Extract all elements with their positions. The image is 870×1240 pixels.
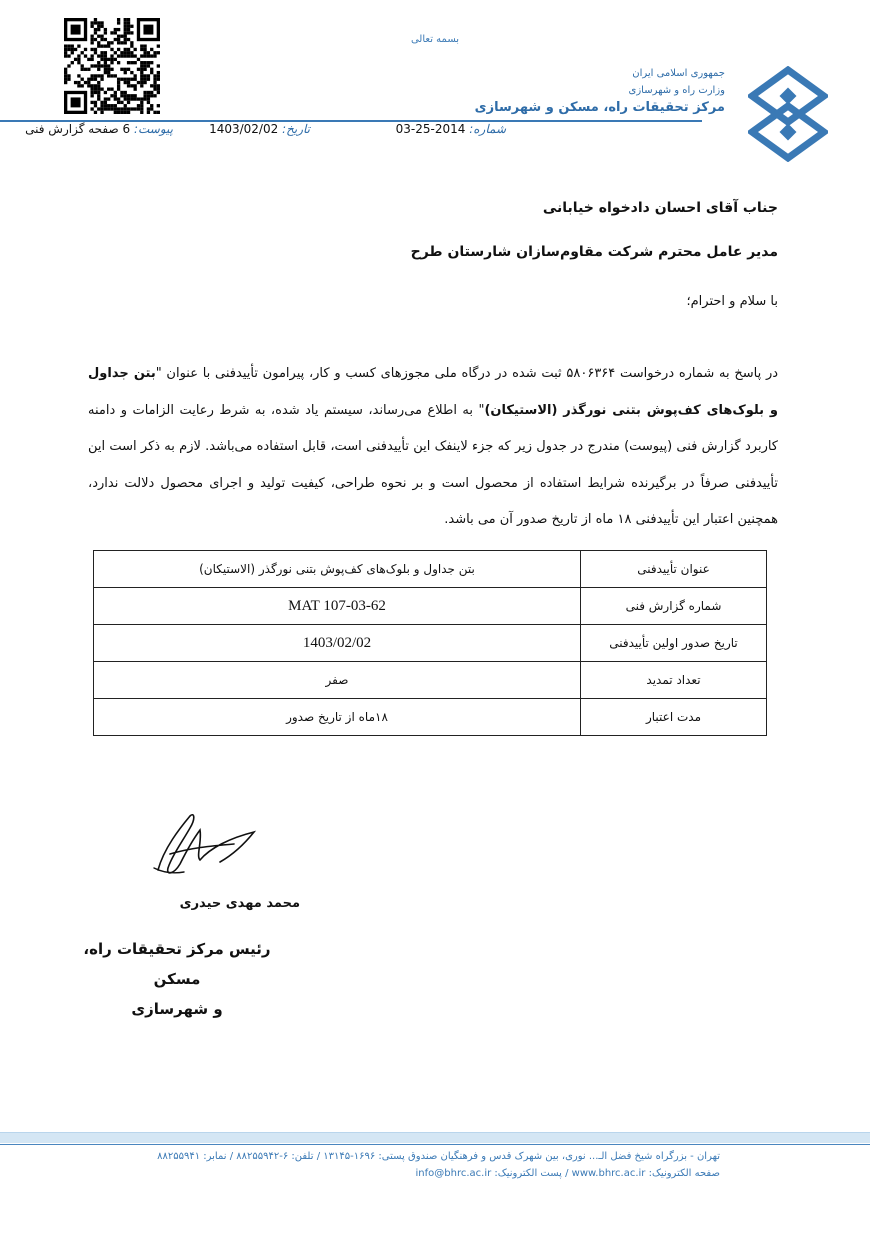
addressee: جناب آقای احسان دادخواه خیابانی bbox=[542, 200, 778, 216]
letter-date bbox=[209, 122, 310, 136]
email-link[interactable]: info@bhrc.ac.ir bbox=[415, 1168, 492, 1179]
row-label: مدت اعتبار bbox=[581, 699, 767, 736]
table-row bbox=[94, 625, 767, 662]
body-text-end: " به اطلاع می‌رساند، سیستم یاد شده، به شرط رعایت الزامات و دامنه کاربرد گزارش فنی (پیوست) مندرج در جدول زیر که جزء لاینفک این تأییدفنی است، قابل استفاده می‌باشد. لازم به ذکر است این تأییدفنی صرفاً در برگیرنده شرایط استفاده از محصول است و بر نحوه طراحی، کیفیت تولید و اجرای محصول دلالت ندارد، همچنین اعتبار این تأییدفنی ۱۸ ماه از تاریخ صدور آن می باشد. bbox=[88, 402, 778, 527]
footer-band bbox=[0, 1132, 870, 1143]
web-label: صفحه الکترونیک: bbox=[648, 1168, 720, 1179]
row-label: عنوان تأییدفنی bbox=[581, 551, 767, 588]
date-label: تاریخ: bbox=[282, 122, 310, 136]
handwritten-signature bbox=[150, 808, 270, 884]
date-value: 1403/02/02 bbox=[209, 122, 279, 136]
certificate-table bbox=[93, 550, 767, 736]
row-label: شماره گزارش فنی bbox=[581, 588, 767, 625]
number-value: 2014-25-03 bbox=[395, 122, 466, 136]
table-row bbox=[94, 662, 767, 699]
web-link[interactable]: www.bhrc.ac.ir bbox=[571, 1168, 646, 1179]
basmala: بسمه تعالی bbox=[410, 34, 460, 45]
row-label: تعداد تمدید bbox=[581, 662, 767, 699]
ministry-label: وزارت راه و شهرسازی bbox=[628, 85, 725, 96]
signatory-title-line2: و شهرسازی bbox=[131, 1000, 223, 1018]
letter-attachment bbox=[25, 122, 173, 136]
row-label: تاریخ صدور اولین تأییدفنی bbox=[581, 625, 767, 662]
row-value: صفر bbox=[94, 662, 581, 699]
signatory-title bbox=[82, 934, 272, 1024]
addressee-title: مدیر عامل محترم شرکت مقاوم‌سازان شارستان طرح bbox=[410, 244, 778, 260]
product-title: بتن جداول و بلوک‌های کف‌پوش بتنی نورگذر (الاستیکان) bbox=[88, 366, 778, 418]
row-value: ۱۸ماه از تاریخ صدور bbox=[94, 699, 581, 736]
row-value: 1403/02/02 bbox=[94, 625, 581, 662]
signatory-name: محمد مهدی حیدری bbox=[179, 896, 300, 911]
footer-rule bbox=[0, 1144, 870, 1145]
row-value: 03-62-MAT 107 bbox=[94, 588, 581, 625]
row-value: بتن جداول و بلوک‌های کف‌پوش بتنی نورگذر (الاستیکان) bbox=[94, 551, 581, 588]
table-row bbox=[94, 699, 767, 736]
footer-address: تهران - بزرگراه شیخ فضل الـ... نوری، بین شهرک قدس و فرهنگیان صندوق پستی: ۱۶۹۶-۱۳۱۴۵ / تلفن: ۶-۸۸۲۵۵۹۴۲ / نمابر: ۸۸۲۵۵۹۴۱ bbox=[157, 1151, 720, 1162]
footer-contact bbox=[416, 1168, 721, 1179]
email-label: / پست الکترونیک: bbox=[494, 1168, 569, 1179]
qr-code bbox=[64, 18, 160, 114]
attachment-label: پیوست: bbox=[133, 122, 173, 136]
body-text-start: در پاسخ به شماره درخواست ۵۸۰۶۳۶۴ ثبت شده در درگاه ملی مجوزهای کسب و کار، پیرامون تأییدفنی با عنوان " bbox=[155, 366, 779, 381]
table-row bbox=[94, 551, 767, 588]
republic-label: جمهوری اسلامی ایران bbox=[632, 68, 725, 79]
body-paragraph bbox=[88, 356, 778, 539]
attachment-value: 6 صفحه گزارش فنی bbox=[25, 122, 131, 136]
bhrc-logo bbox=[748, 66, 828, 162]
letter-number bbox=[396, 122, 506, 136]
center-name: مرکز تحقیقات راه، مسکن و شهرسازی bbox=[474, 100, 725, 115]
signatory-title-line1: رئیس مرکز تحقیقات راه، مسکن bbox=[83, 940, 271, 988]
greeting: با سلام و احترام؛ bbox=[686, 294, 778, 309]
number-label: شماره: bbox=[469, 122, 506, 136]
table-row bbox=[94, 588, 767, 625]
